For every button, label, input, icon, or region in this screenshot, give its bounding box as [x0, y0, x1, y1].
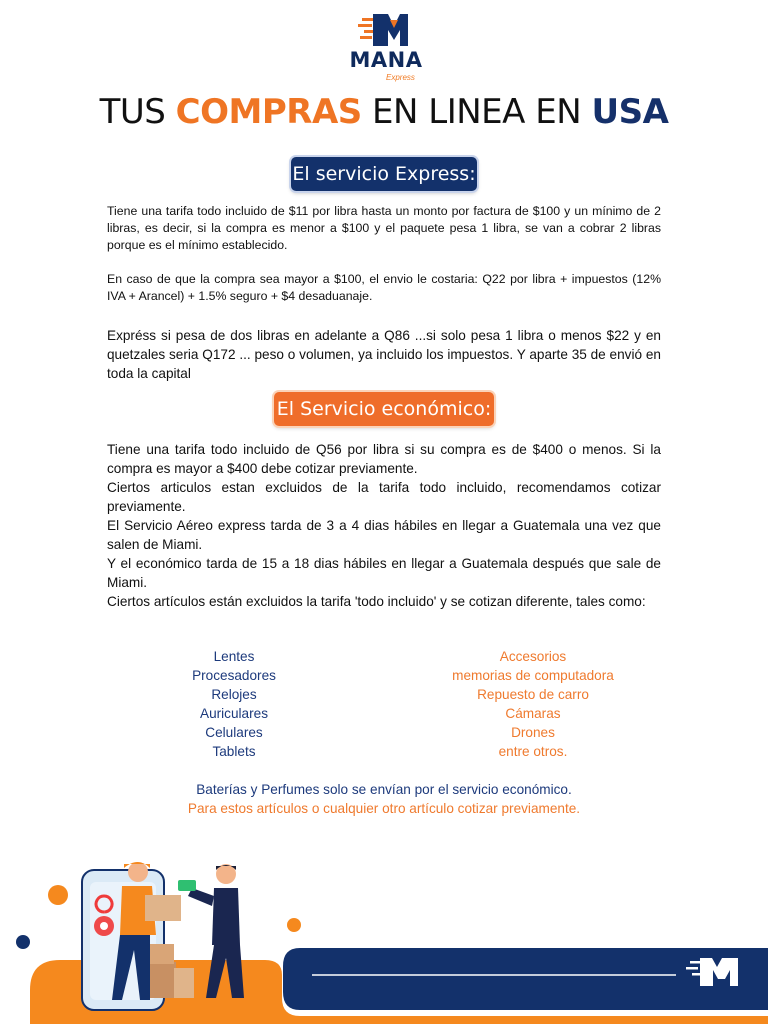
express-paragraph-3: Expréss si pesa de dos libras en adelante a Q86 ...si solo pesa 1 libra o menos $22 y en quetzales seria Q172 ... peso o volumen, ya incluido los impuestos. Y aparte 35 de envió en toda la capital — [107, 328, 661, 381]
economic-service-label: El Servicio económico: — [274, 392, 494, 426]
list-item: Tablets — [212, 744, 256, 759]
list-item: Repuesto de carro — [477, 687, 589, 702]
economic-paragraph-4: Y el económico tarda de 15 a 18 dias hábiles en llegar a Guatemala después que sale de Miami. — [107, 556, 661, 590]
list-item: Relojes — [211, 687, 257, 702]
excluded-items-right — [430, 647, 636, 761]
quote-note: Para estos artículos o cualquier otro artículo cotizar previamente. — [187, 801, 581, 816]
list-item: Accesorios — [499, 649, 567, 664]
list-item: memorias de computadora — [452, 668, 614, 683]
economic-paragraph-2: Ciertos articulos estan excluidos de la tarifa todo incluido, recomendamos cotizar previamente. — [107, 480, 661, 514]
list-item: Procesadores — [192, 668, 276, 683]
delivery-illustration — [0, 840, 768, 1024]
batteries-note: Baterías y Perfumes solo se envían por el servicio económico. — [196, 782, 572, 797]
economic-paragraph-1: Tiene una tarifa todo incluido de Q56 por libra si su compra es de $400 o menos. Si la compra es mayor a $400 debe cotizar previamente. — [107, 442, 661, 476]
list-item: Lentes — [213, 649, 255, 664]
title-part-4: USA — [591, 92, 669, 132]
express-paragraph-2: En caso de que la compra sea mayor a $100, el envio le costaria: Q22 por libra + impuestos (12% IVA + Arancel) + 1.5% seguro + $4 desaduanaje. — [107, 272, 661, 303]
title-part-1: TUS — [99, 92, 176, 132]
excluded-items-left — [154, 647, 314, 761]
page-title — [0, 92, 768, 132]
list-item: Drones — [511, 725, 555, 740]
title-part-2: COMPRAS — [175, 92, 362, 132]
list-item: Celulares — [205, 725, 263, 740]
economic-paragraph-5: Ciertos artículos están excluidos la tarifa 'todo incluido' y se cotizan diferente, tales como: — [107, 594, 646, 609]
logo-wordmark: MANA — [349, 48, 423, 72]
list-item: Cámaras — [505, 706, 561, 721]
list-item: Auriculares — [200, 706, 268, 721]
express-paragraph-1: Tiene una tarifa todo incluido de $11 por libra hasta un monto por factura de $100 y un mínimo de 2 libras, es decir, si la compra es menor a $100 y el paquete pesa 1 libra, se van a cobrar 2 libras porque es el mínimo establecido. — [107, 204, 661, 252]
logo-tagline: Express — [386, 73, 415, 82]
title-part-3: EN LINEA EN — [361, 92, 592, 132]
express-service-label: El servicio Express: — [291, 157, 477, 191]
economic-paragraph-3: El Servicio Aéreo express tarda de 3 a 4 dias hábiles en llegar a Guatemala una vez que salen de Miami. — [107, 518, 661, 552]
list-item: entre otros. — [498, 744, 568, 759]
